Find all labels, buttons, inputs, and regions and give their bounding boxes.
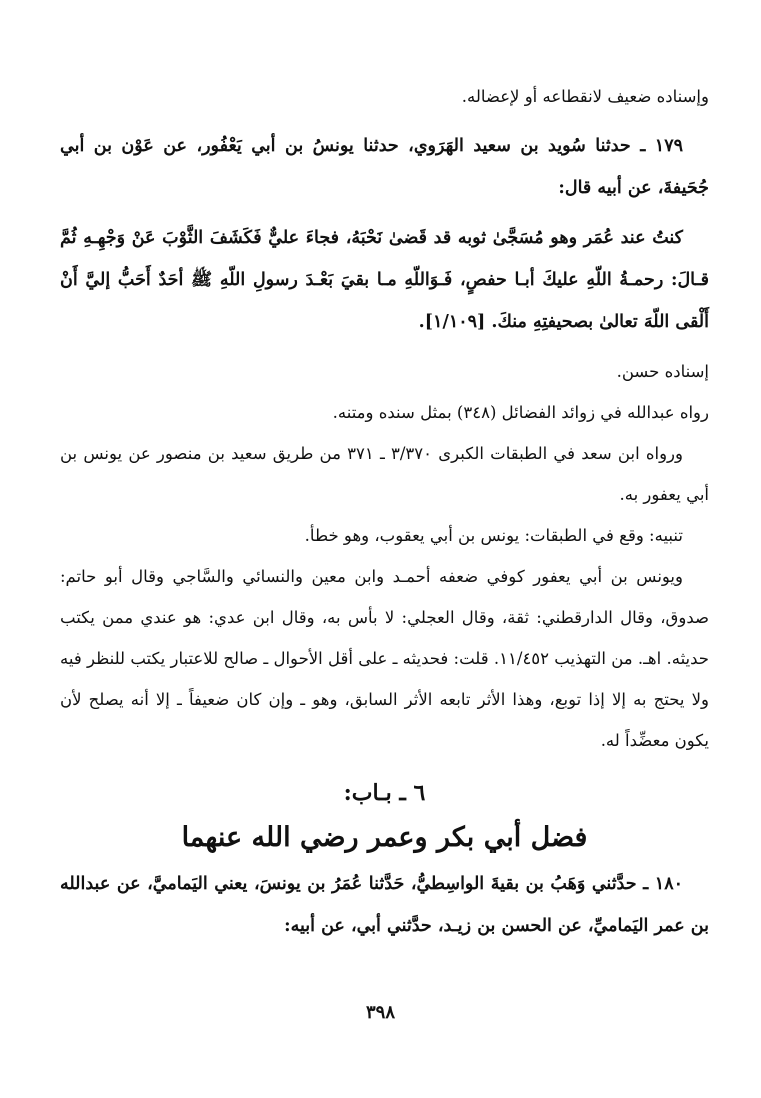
chapter-heading	[60, 773, 709, 863]
hadith-180-isnad: ١٨٠ ـ حدَّثني وَهَبُ بن بقيةَ الواسِطيُّ، حَدَّثنا عُمَرُ بن يونسَ، يعني اليَماميَّ، عن عبدالله بن عمر اليَماميِّ، عن الحسن بن زيـد، حدَّثني أبي، عن أبيه:	[60, 874, 709, 936]
note-ibn-sad: ورواه ابن سعد في الطبقات الكبرى ٣/٣٧٠ ـ ٣٧١ من طريق سعيد بن منصور عن يونس بن أبي يعفور به.	[60, 444, 709, 504]
isnad-note-weak: وإسناده ضعيف لانقطاعه أو لإعضاله.	[461, 87, 709, 106]
hadith-179-text: كنتُ عند عُمَر وهو مُسَجَّىٰ ثوبه قد قَضىٰ نَحْبَهُ، فجاءَ عليٌّ فَكَشَفَ الثَّوْبَ عَنْ وَجْهِـهِ ثُمَّ قـالَ: رحمـةُ اللّهِ عليكَ أبـا حفصٍ، فَـوَاللّهِ مـا بقيَ بَعْـدَ رسولِ اللّهِ ﷺ أحَدٌ أَحَبُّ إليَّ أَنْ أَلْقى اللّهَ تعالىٰ بصحيفتِهِ منكَ. [١/١٠٩].	[60, 228, 709, 332]
page-number: ٣٩٨	[365, 1002, 395, 1023]
note-isnad-hasan: إسناده حسن.	[616, 362, 709, 381]
chapter-title: فضل أبي بكر وعمر رضي الله عنهما	[181, 822, 588, 853]
note-yunus-grading: ويونس بن أبي يعفور كوفي ضعفه أحمـد وابن معين والنسائي والسَّاجي وقال أبو حاتم: صدوق، وقال الدارقطني: ثقة، وقال العجلي: لا بأس به، وقال ابن عدي: هو عندي ممن يكتب حديثه. اهـ. من التهذيب ١١/٤٥٢. قلت: فحديثه ـ على أقل الأحوال ـ صالح للاعتبار يكتب للنظر فيه ولا يحتج به إلا إذا توبع، وهذا الأثر تابعه الأثر السابق، وهو ـ وإن كان ضعيفاً ـ إلا أنه يصلح لأن يكون معضِّداً له.	[60, 567, 709, 750]
note-zawaid: رواه عبدالله في زوائد الفضائل (٣٤٨) بمثل سنده ومتنه.	[332, 403, 709, 422]
chapter-number: ٦ ـ بـاب:	[343, 780, 426, 806]
hadith-179-isnad: ١٧٩ ـ حدثنا سُويد بن سعيد الهَرَوي، حدثنا يونسُ بن أبي يَعْفُور، عن عَوْن بن أبي جُحَيفةَ، عن أبيه قال:	[60, 136, 709, 198]
note-tanbih: تنبيه: وقع في الطبقات: يونس بن أبي يعقوب، وهو خطأ.	[304, 526, 683, 545]
